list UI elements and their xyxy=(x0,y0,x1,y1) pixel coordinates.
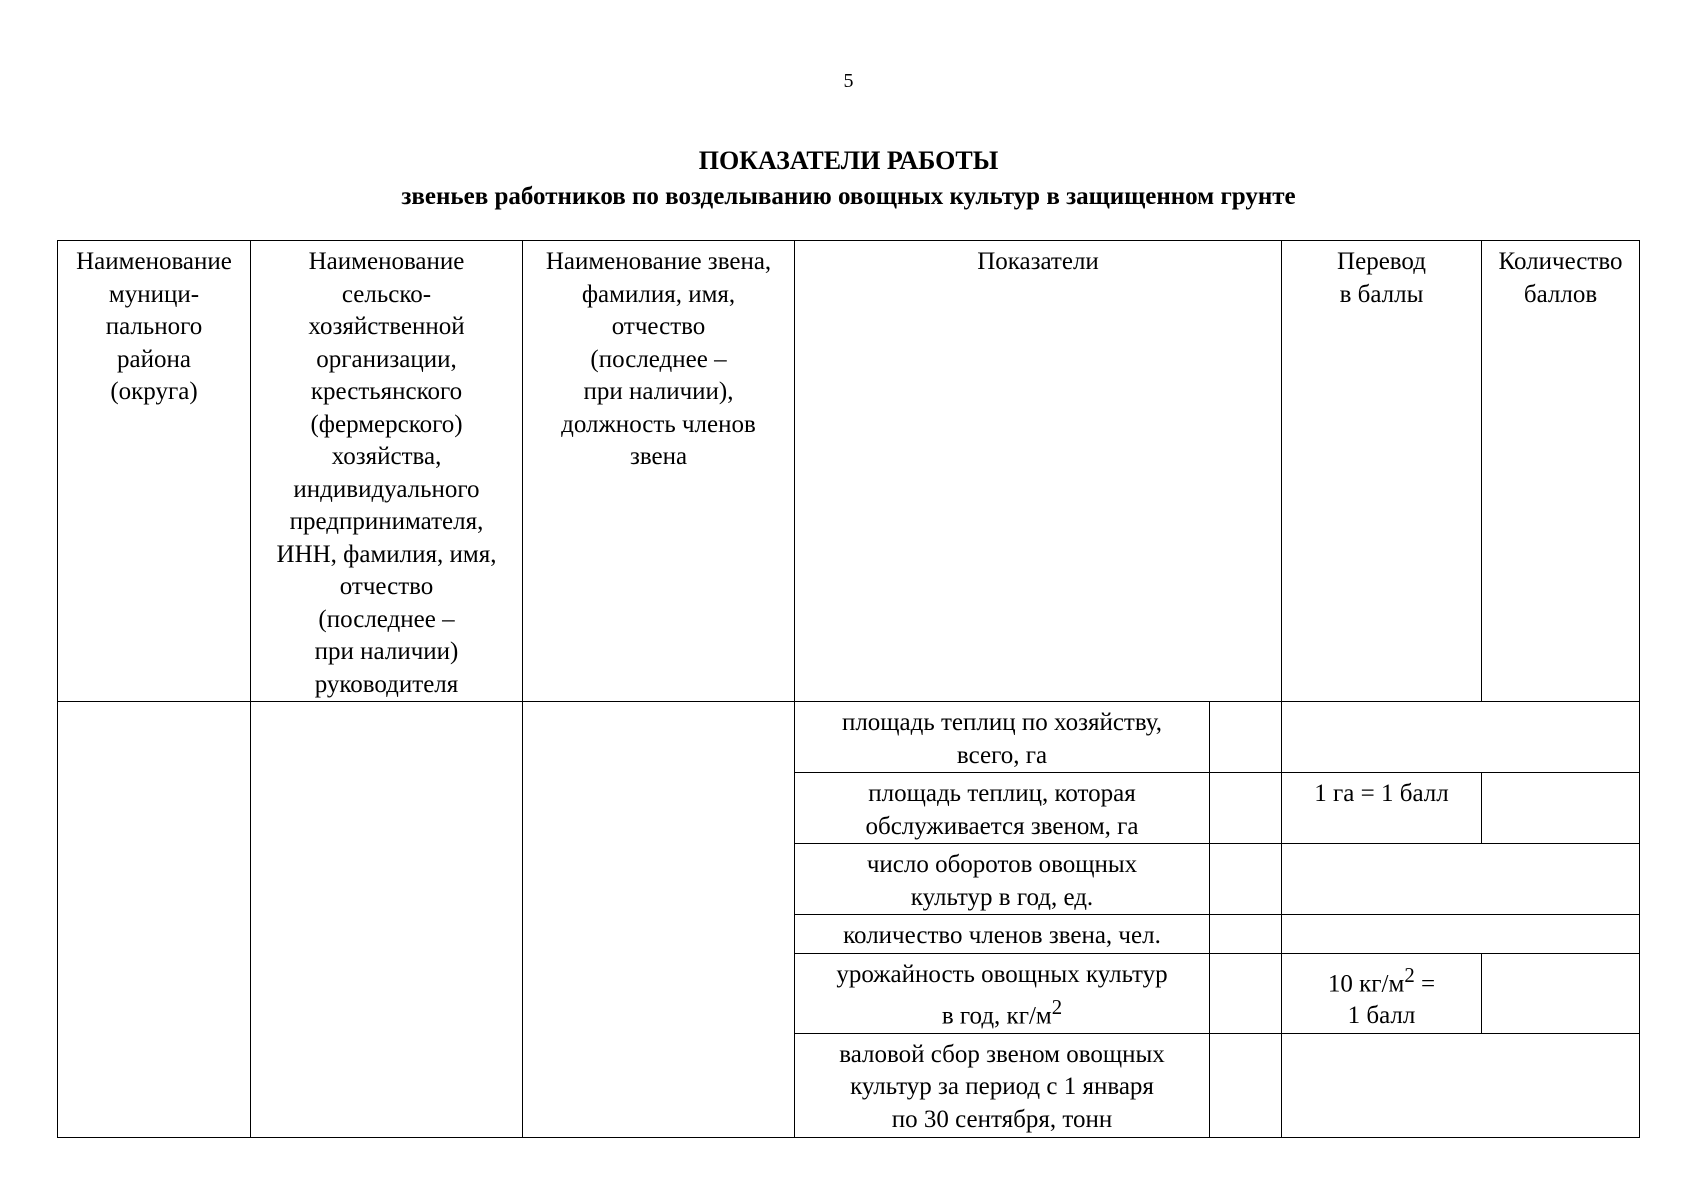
points-cell[interactable] xyxy=(1482,953,1640,1033)
conversion-cell: 10 $кг/м^2$ = 1 балл xyxy=(1282,953,1482,1033)
points-cell[interactable] xyxy=(1282,702,1640,773)
indicator-cell: количество членов звена, чел. xyxy=(795,915,1210,954)
document-title: ПОКАЗАТЕЛИ РАБОТЫ xyxy=(698,146,999,175)
points-cell[interactable] xyxy=(1282,915,1640,954)
title-block xyxy=(0,146,1697,212)
indicator-cell: площадь теплиц, которая обслуживается звеном, га xyxy=(795,773,1210,844)
organization-cell[interactable] xyxy=(251,702,523,1138)
indicator-cell: число оборотов овощных культур в год, ед. xyxy=(795,844,1210,915)
page-number: 5 xyxy=(843,70,854,92)
header-indicators: Показатели xyxy=(795,241,1282,702)
points-cell[interactable] xyxy=(1282,1033,1640,1137)
header-unit: Наименование звена, фамилия, имя, отчество (последнее – при наличии), должность членов звена xyxy=(523,241,795,702)
conversion-cell: 1 га = 1 балл xyxy=(1282,773,1482,844)
municipality-cell[interactable] xyxy=(58,702,251,1138)
value-cell[interactable] xyxy=(1210,953,1282,1033)
table-row xyxy=(58,702,1640,773)
header-municipality: Наименование муници- пального района (округа) xyxy=(58,241,251,702)
value-cell[interactable] xyxy=(1210,1033,1282,1137)
value-cell[interactable] xyxy=(1210,702,1282,773)
header-row xyxy=(58,241,1640,702)
document-subtitle: звеньев работников по возделыванию овощных культур в защищенном грунте xyxy=(401,183,1296,210)
indicator-cell: площадь теплиц по хозяйству, всего, га xyxy=(795,702,1210,773)
header-points-conversion: Перевод в баллы xyxy=(1282,241,1482,702)
points-cell[interactable] xyxy=(1282,844,1640,915)
header-organization: Наименование сельско- хозяйственной организации, крестьянского (фермерского) хозяйства, индивидуального предпринимателя, ИНН, фамилия, имя, отчество (последнее – при наличии) руководителя xyxy=(251,241,523,702)
value-cell[interactable] xyxy=(1210,773,1282,844)
points-cell[interactable] xyxy=(1482,773,1640,844)
header-points-count: Количество баллов xyxy=(1482,241,1640,702)
value-cell[interactable] xyxy=(1210,844,1282,915)
indicators-table xyxy=(57,240,1640,1138)
unit-cell[interactable] xyxy=(523,702,795,1138)
indicator-cell: валовой сбор звеном овощных культур за период с 1 января по 30 сентября, тонн xyxy=(795,1033,1210,1137)
indicator-cell: урожайность овощных культур в год, $кг/м^2$ xyxy=(795,953,1210,1033)
value-cell[interactable] xyxy=(1210,915,1282,954)
